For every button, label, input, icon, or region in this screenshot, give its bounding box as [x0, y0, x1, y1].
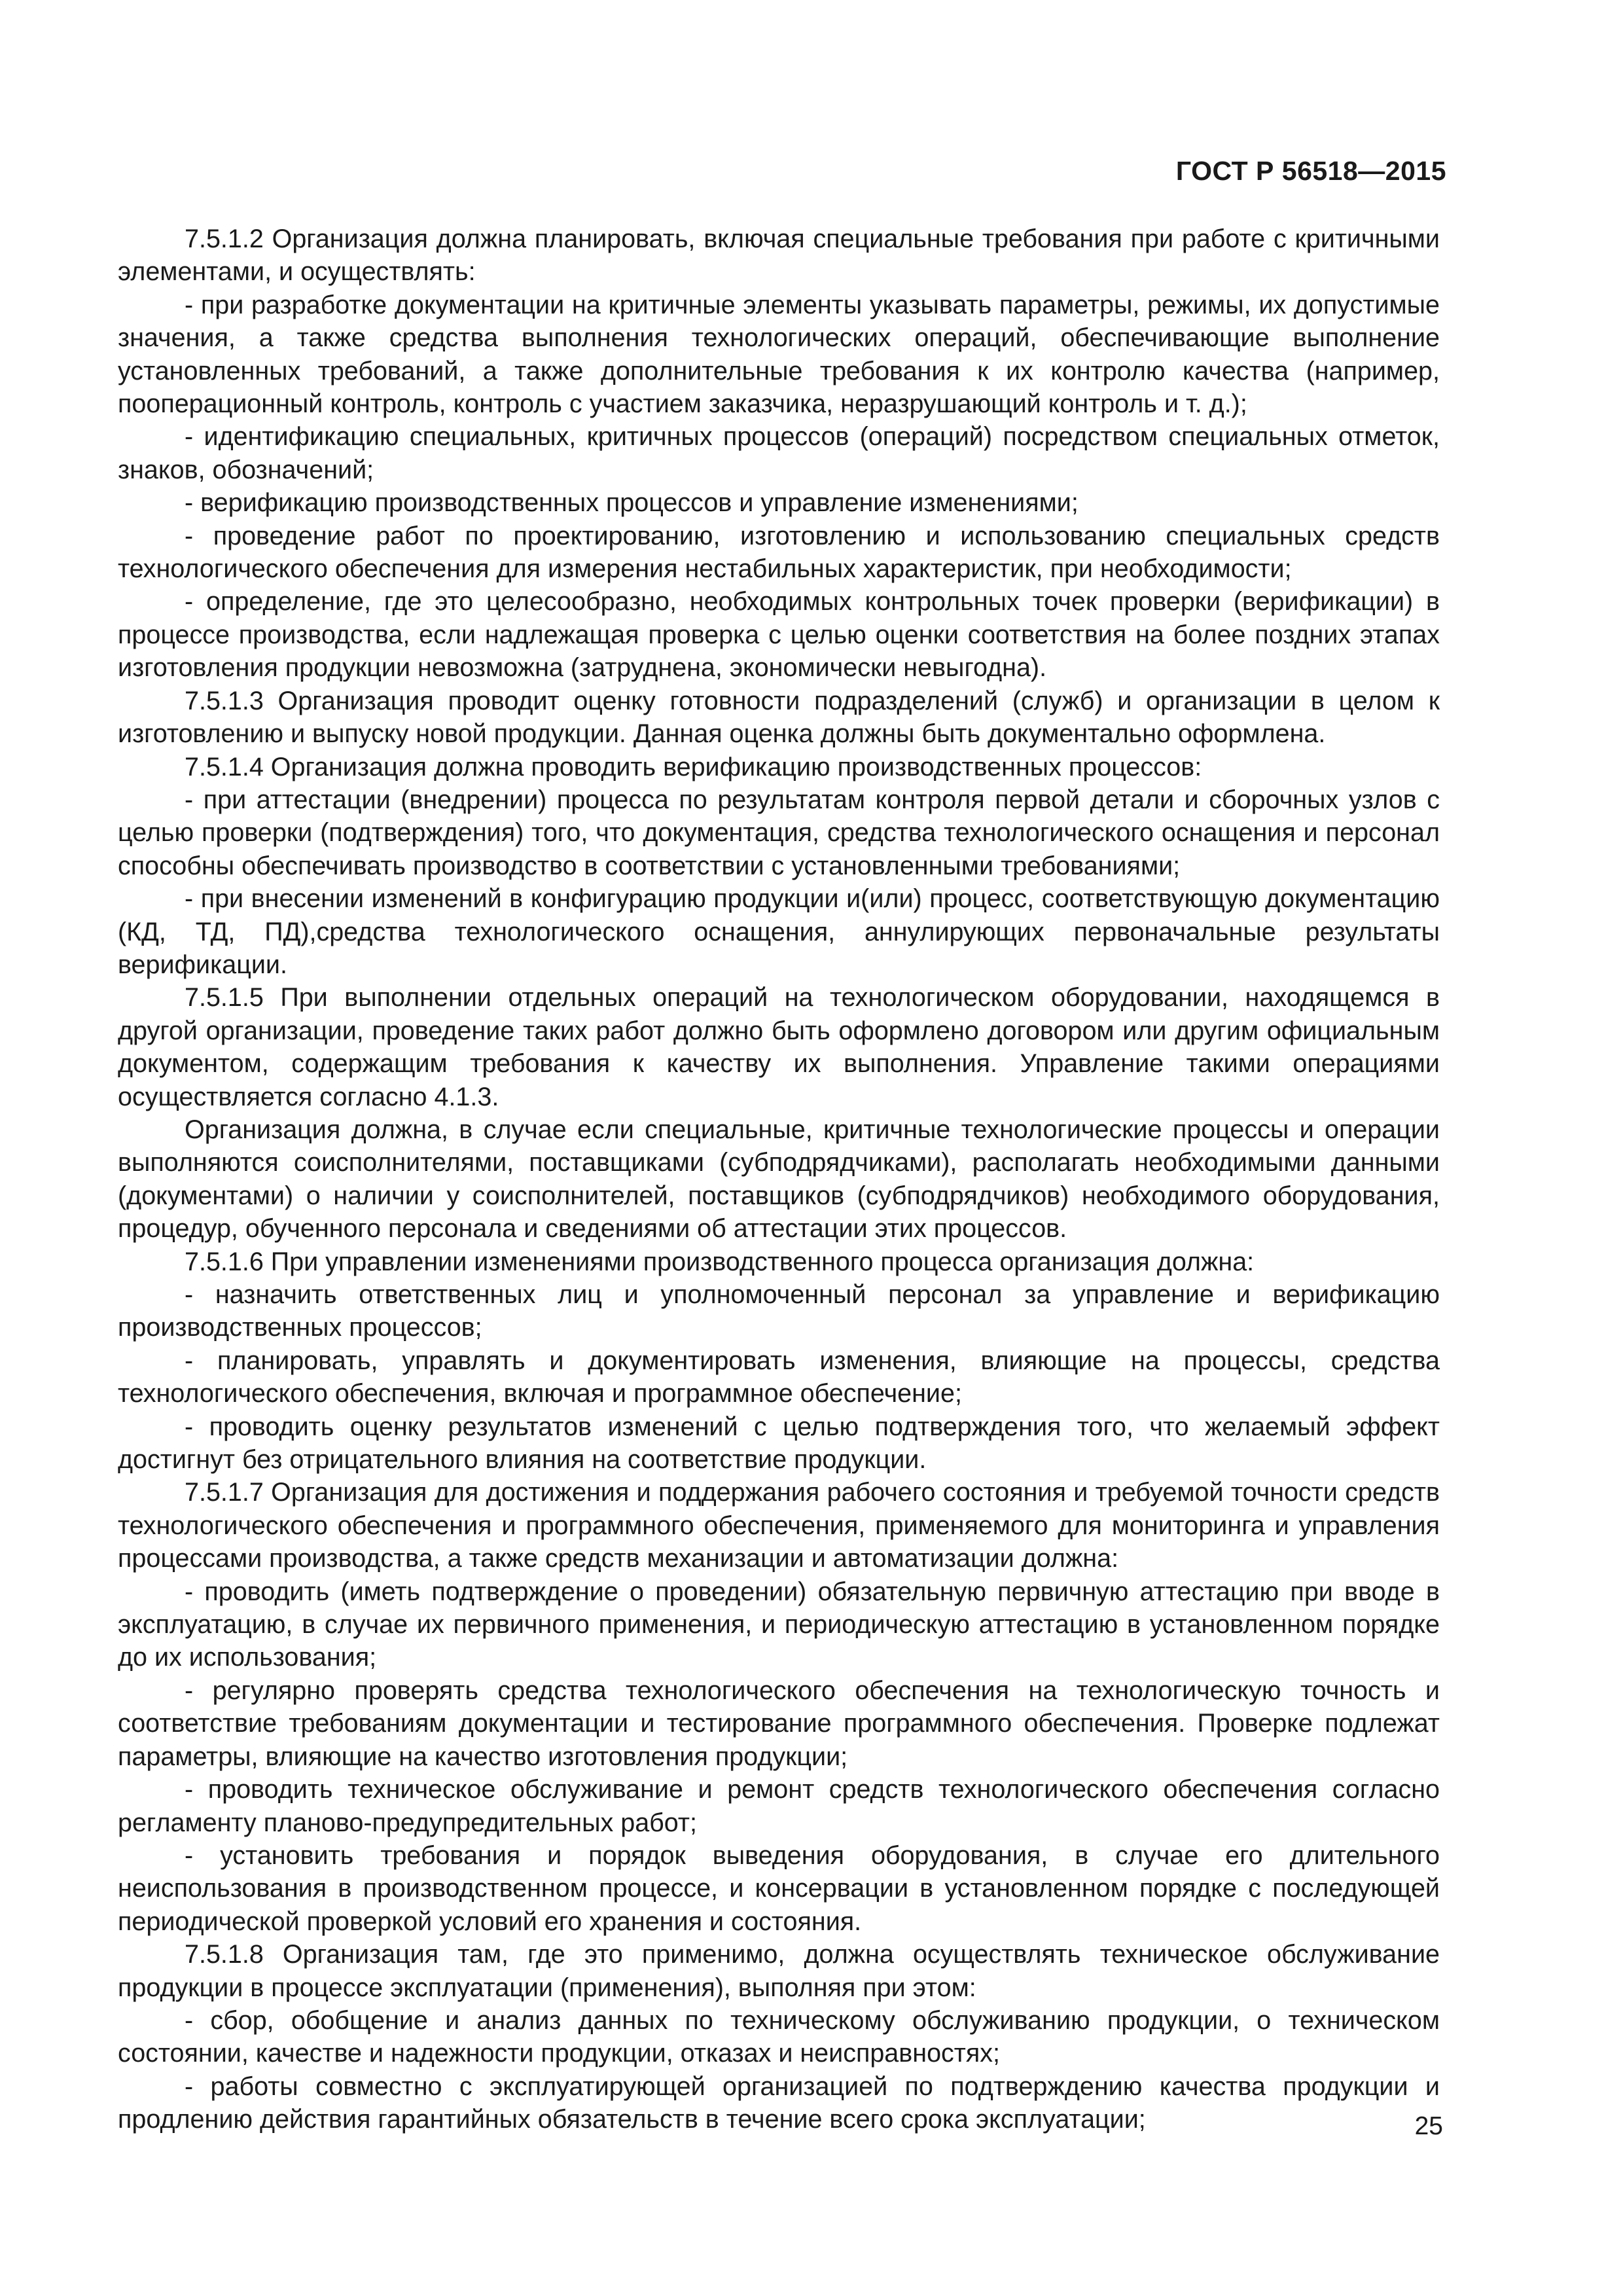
list-item: - проводить оценку результатов изменений с целью подтверждения того, что желаемый эффект достигнут без отрицательного влияния на соответствие продукции. [118, 1412, 1440, 1475]
body-paragraph: Организация должна, в случае если специальные, критичные технологические процессы и операции выполняются соисполнителями, поставщиками (субподрядчиками), располагать необходимыми данными (документами) о наличии у соисполнителей, поставщиков (субподрядчиков) необходимого оборудования, процедур, обученного персонала и сведениями об аттестации этих процессов. [118, 1115, 1440, 1244]
clause-7-5-1-6: 7.5.1.6 При управлении изменениями производственного процесса организация должна: [185, 1247, 1255, 1276]
list-item: - сбор, обобщение и анализ данных по техническому обслуживанию продукции, о техническом состоянии, качестве и надежности продукции, отказах и неисправностях; [118, 2005, 1440, 2068]
list-item: - при аттестации (внедрении) процесса по результатам контроля первой детали и сборочных узлов с целью проверки (подтверждения) того, что документация, средства технологического оснащения и персонал способны обеспечивать производство в соответствии с установленными требованиями; [118, 785, 1440, 880]
list-item: - установить требования и порядок выведения оборудования, в случае его длительного неиспользования в производственном процессе, и консервации в установленном порядке с последующей периодической проверкой условий его хранения и состояния. [118, 1840, 1440, 1936]
clause-7-5-1-4: 7.5.1.4 Организация должна проводить верификацию производственных процессов: [185, 752, 1202, 781]
clause-7-5-1-3: 7.5.1.3 Организация проводит оценку готовности подразделений (служб) и организации в целом к изготовлению и выпуску новой продукции. Данная оценка должны быть документально оформлена. [118, 686, 1440, 749]
list-item: - регулярно проверять средства технологического обеспечения на технологическую точность и соответствие требованиям документации и тестирование программного обеспечения. Проверке подлежат параметры, влияющие на качество изготовления продукции; [118, 1676, 1440, 1771]
list-item: - проводить (иметь подтверждение о проведении) обязательную первичную аттестацию при вводе в эксплуатацию, в случае их первичного применения, и периодическую аттестацию в установленном порядке до их использования; [118, 1577, 1440, 1672]
list-item: - верификацию производственных процессов и управление изменениями; [185, 488, 1079, 518]
clause-7-5-1-5: 7.5.1.5 При выполнении отдельных операций на технологическом оборудовании, находящемся в другой организации, проведение таких работ должно быть оформлено договором или другим официальным документом, содержащим требования к качеству их выполнения. Управление такими операциями осуществляется согласно 4.1.3. [118, 983, 1440, 1111]
page-header-standard-code: ГОСТ Р 56518—2015 [1175, 156, 1446, 186]
clause-7-5-1-8: 7.5.1.8 Организация там, где это применимо, должна осуществлять техническое обслуживание продукции в процессе эксплуатации (применения), выполняя при этом: [118, 1940, 1440, 2002]
list-item: - назначить ответственных лиц и уполномоченный персонал за управление и верификацию производственных процессов; [118, 1280, 1440, 1342]
document-body [118, 223, 1440, 2136]
clause-7-5-1-2: 7.5.1.2 Организация должна планировать, включая специальные требования при работе с критичными элементами, и осуществлять: [118, 224, 1440, 287]
list-item: - при разработке документации на критичные элементы указывать параметры, режимы, их допустимые значения, а также средства выполнения технологических операций, обеспечивающие выполнение установленных требований, а также дополнительные требования к их контролю качества (например, пооперационный контроль, контроль с участием заказчика, неразрушающий контроль и т. д.); [118, 290, 1440, 419]
list-item: - при внесении изменений в конфигурацию продукции и(или) процесс, соответствующую документацию (КД, ТД, ПД),средства технологического оснащения, аннулирующих первоначальные результаты верификации. [118, 884, 1440, 979]
list-item: - идентификацию специальных, критичных процессов (операций) посредством специальных отметок, знаков, обозначений; [118, 422, 1440, 484]
page-number: 25 [1414, 2112, 1443, 2140]
clause-7-5-1-7: 7.5.1.7 Организация для достижения и поддержания рабочего состояния и требуемой точности средств технологического обеспечения и программного обеспечения, применяемого для мониторинга и управления процессами производства, а также средств механизации и автоматизации должна: [118, 1478, 1440, 1573]
list-item: - проводить техническое обслуживание и ремонт средств технологического обеспечения согласно регламенту планово-предупредительных работ; [118, 1775, 1440, 1837]
list-item: - работы совместно с эксплуатирующей организацией по подтверждению качества продукции и продлению действия гарантийных обязательств в течение всего срока эксплуатации; [118, 2072, 1440, 2134]
list-item: - определение, где это целесообразно, необходимых контрольных точек проверки (верификации) в процессе производства, если надлежащая проверка с целью оценки соответствия на более поздних этапах изготовления продукции невозможна (затруднена, экономически невыгодна). [118, 587, 1440, 683]
list-item: - проведение работ по проектированию, изготовлению и использованию специальных средств технологического обеспечения для измерения нестабильных характеристик, при необходимости; [118, 521, 1440, 584]
list-item: - планировать, управлять и документировать изменения, влияющие на процессы, средства технологического обеспечения, включая и программное обеспечение; [118, 1346, 1440, 1408]
